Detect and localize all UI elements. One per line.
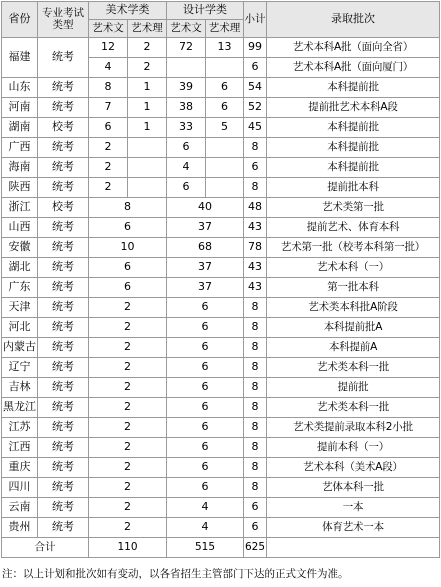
total-cell: 45	[244, 118, 267, 138]
table-row	[2, 478, 440, 498]
design-li-cell: 5	[206, 118, 244, 138]
province-cell: 山西	[2, 218, 38, 238]
batch-cell: 提前批本科	[267, 178, 440, 198]
art-li-cell	[128, 158, 167, 178]
art-total-cell: 2	[89, 398, 167, 418]
design-wen-cell: 6	[167, 138, 206, 158]
art-total-cell: 2	[89, 498, 167, 518]
table-row	[2, 358, 440, 378]
total-cell: 8	[244, 458, 267, 478]
total-cell: 8	[244, 398, 267, 418]
design-wen-cell: 33	[167, 118, 206, 138]
table-row	[2, 518, 440, 538]
table-row	[2, 238, 440, 258]
province-cell: 河北	[2, 318, 38, 338]
design-li-cell: 6	[206, 98, 244, 118]
province-cell: 广东	[2, 278, 38, 298]
batch-cell: 本科提前批A	[267, 318, 440, 338]
batch-cell: 本科提前批	[267, 138, 440, 158]
batch-cell: 艺术类本科一批	[267, 358, 440, 378]
batch-cell: 艺术本科A批（面向全省）	[267, 38, 440, 58]
art-total-cell: 2	[89, 438, 167, 458]
design-wen-cell: 39	[167, 78, 206, 98]
design-total-cell: 6	[167, 438, 244, 458]
design-wen-cell: 6	[167, 178, 206, 198]
total-cell: 8	[244, 138, 267, 158]
design-total-cell: 4	[167, 498, 244, 518]
table-row	[2, 198, 440, 218]
art-grand-total-cell: 110	[89, 538, 167, 558]
total-cell: 8	[244, 478, 267, 498]
header-design-li: 艺术理	[206, 20, 244, 38]
batch-cell: 艺术类本科一批	[267, 398, 440, 418]
exam-type-cell: 统考	[38, 398, 89, 418]
province-cell: 湖南	[2, 118, 38, 138]
art-total-cell: 2	[89, 338, 167, 358]
design-li-cell: 6	[206, 78, 244, 98]
art-li-cell	[128, 178, 167, 198]
design-wen-cell: 72	[167, 38, 206, 58]
table-row	[2, 318, 440, 338]
total-cell: 8	[244, 358, 267, 378]
design-total-cell: 37	[167, 278, 244, 298]
batch-cell: 本科提前批	[267, 158, 440, 178]
design-total-cell: 6	[167, 478, 244, 498]
total-cell: 8	[244, 438, 267, 458]
table-row	[2, 298, 440, 318]
province-cell: 黑龙江	[2, 398, 38, 418]
exam-type-cell: 统考	[38, 78, 89, 98]
art-wen-cell: 2	[89, 138, 128, 158]
exam-type-cell: 统考	[38, 438, 89, 458]
art-li-cell	[128, 138, 167, 158]
design-total-cell: 4	[167, 518, 244, 538]
design-total-cell: 37	[167, 218, 244, 238]
total-cell: 54	[244, 78, 267, 98]
art-total-cell: 6	[89, 218, 167, 238]
art-wen-cell: 12	[89, 38, 128, 58]
art-total-cell: 10	[89, 238, 167, 258]
province-cell: 内蒙古	[2, 338, 38, 358]
total-cell: 8	[244, 298, 267, 318]
table-row	[2, 138, 440, 158]
header-art-li: 艺术理	[128, 20, 167, 38]
batch-cell: 提前本科（一）	[267, 438, 440, 458]
design-total-cell: 6	[167, 378, 244, 398]
design-grand-total-cell: 515	[167, 538, 244, 558]
province-cell: 四川	[2, 478, 38, 498]
exam-type-cell: 统考	[38, 478, 89, 498]
batch-cell: 艺术本科（一）	[267, 258, 440, 278]
art-wen-cell: 6	[89, 118, 128, 138]
table-row	[2, 118, 440, 138]
province-cell: 湖北	[2, 258, 38, 278]
design-wen-cell	[167, 58, 206, 78]
total-cell: 6	[244, 158, 267, 178]
total-cell: 6	[244, 498, 267, 518]
design-total-cell: 68	[167, 238, 244, 258]
batch-cell: 提前批艺术本科A段	[267, 98, 440, 118]
design-wen-cell: 38	[167, 98, 206, 118]
province-cell: 江西	[2, 438, 38, 458]
design-li-cell: 13	[206, 38, 244, 58]
batch-cell: 提前批	[267, 378, 440, 398]
art-wen-cell: 4	[89, 58, 128, 78]
batch-cell	[267, 538, 440, 558]
header-batch: 录取批次	[267, 2, 440, 38]
exam-type-cell: 校考	[38, 198, 89, 218]
batch-cell: 艺体本科一批	[267, 478, 440, 498]
enrollment-plan-table	[1, 1, 440, 558]
province-cell: 山东	[2, 78, 38, 98]
exam-type-cell: 统考	[38, 338, 89, 358]
exam-type-cell: 统考	[38, 138, 89, 158]
table-row	[2, 378, 440, 398]
design-total-cell: 6	[167, 458, 244, 478]
design-li-cell	[206, 138, 244, 158]
art-total-cell: 8	[89, 198, 167, 218]
total-cell: 6	[244, 58, 267, 78]
design-li-cell	[206, 178, 244, 198]
table-row	[2, 158, 440, 178]
exam-type-cell: 统考	[38, 298, 89, 318]
art-total-cell: 2	[89, 478, 167, 498]
exam-type-cell: 统考	[38, 258, 89, 278]
art-total-cell: 6	[89, 258, 167, 278]
design-total-cell: 37	[167, 258, 244, 278]
total-cell: 99	[244, 38, 267, 58]
province-cell: 贵州	[2, 518, 38, 538]
province-cell: 安徽	[2, 238, 38, 258]
province-cell: 云南	[2, 498, 38, 518]
exam-type-cell: 统考	[38, 218, 89, 238]
batch-cell: 艺术本科A批（面向厦门）	[267, 58, 440, 78]
total-cell: 8	[244, 418, 267, 438]
art-wen-cell: 2	[89, 158, 128, 178]
header-subtotal: 小计	[244, 2, 267, 38]
batch-cell: 本科提前批	[267, 78, 440, 98]
table-row	[2, 218, 440, 238]
province-cell: 辽宁	[2, 358, 38, 378]
art-total-cell: 2	[89, 378, 167, 398]
exam-type-cell: 统考	[38, 238, 89, 258]
province-cell: 陕西	[2, 178, 38, 198]
batch-cell: 艺术本科（美术A段）	[267, 458, 440, 478]
header-design-group: 设计学类	[167, 2, 244, 20]
design-total-cell: 6	[167, 298, 244, 318]
total-cell: 8	[244, 318, 267, 338]
header-province: 省份	[2, 2, 38, 38]
exam-type-cell: 统考	[38, 318, 89, 338]
design-total-cell: 6	[167, 398, 244, 418]
header-art-wen: 艺术文	[89, 20, 128, 38]
province-cell: 海南	[2, 158, 38, 178]
design-li-cell	[206, 158, 244, 178]
header-art-group: 美术学类	[89, 2, 167, 20]
exam-type-cell: 统考	[38, 98, 89, 118]
batch-cell: 体育艺术一本	[267, 518, 440, 538]
design-total-cell: 40	[167, 198, 244, 218]
province-cell: 福建	[2, 38, 38, 78]
design-wen-cell: 4	[167, 158, 206, 178]
art-li-cell: 2	[128, 38, 167, 58]
total-label-cell: 合计	[2, 538, 89, 558]
table-row	[2, 438, 440, 458]
batch-cell: 本科提前批	[267, 118, 440, 138]
art-total-cell: 2	[89, 318, 167, 338]
batch-cell: 艺术类本科批A阶段	[267, 298, 440, 318]
province-cell: 吉林	[2, 378, 38, 398]
design-total-cell: 6	[167, 418, 244, 438]
art-total-cell: 2	[89, 298, 167, 318]
table-row	[2, 398, 440, 418]
total-cell: 8	[244, 378, 267, 398]
exam-type-cell: 统考	[38, 278, 89, 298]
exam-type-cell: 统考	[38, 418, 89, 438]
table-row	[2, 498, 440, 518]
batch-cell: 本科提前A	[267, 338, 440, 358]
table-row	[2, 178, 440, 198]
total-row	[2, 538, 440, 558]
table-row	[2, 458, 440, 478]
art-li-cell: 1	[128, 78, 167, 98]
total-cell: 78	[244, 238, 267, 258]
province-cell: 浙江	[2, 198, 38, 218]
exam-type-cell: 统考	[38, 178, 89, 198]
exam-type-cell: 统考	[38, 38, 89, 78]
art-total-cell: 2	[89, 458, 167, 478]
total-cell: 6	[244, 518, 267, 538]
batch-cell: 一本	[267, 498, 440, 518]
art-total-cell: 2	[89, 518, 167, 538]
province-cell: 重庆	[2, 458, 38, 478]
exam-type-cell: 统考	[38, 378, 89, 398]
table-row	[2, 258, 440, 278]
total-cell: 43	[244, 218, 267, 238]
total-cell: 8	[244, 338, 267, 358]
exam-type-cell: 统考	[38, 158, 89, 178]
exam-type-cell: 统考	[38, 458, 89, 478]
art-wen-cell: 7	[89, 98, 128, 118]
province-cell: 天津	[2, 298, 38, 318]
header-design-wen: 艺术文	[167, 20, 206, 38]
header-exam-type: 专业考试 类型	[38, 2, 89, 38]
province-cell: 广西	[2, 138, 38, 158]
province-cell: 河南	[2, 98, 38, 118]
footnote: 注：以上计划和批次如有变动，以各省招生主管部门下达的正式文件为准。	[2, 568, 349, 580]
total-cell: 43	[244, 278, 267, 298]
art-li-cell: 2	[128, 58, 167, 78]
batch-cell: 艺术第一批（校考本科第一批）	[267, 238, 440, 258]
exam-type-cell: 校考	[38, 118, 89, 138]
table-row	[2, 38, 440, 58]
grand-total-cell: 625	[244, 538, 267, 558]
art-li-cell: 1	[128, 118, 167, 138]
art-total-cell: 2	[89, 358, 167, 378]
table-row	[2, 78, 440, 98]
total-cell: 48	[244, 198, 267, 218]
table-row	[2, 338, 440, 358]
table-row	[2, 278, 440, 298]
table-row	[2, 418, 440, 438]
art-li-cell: 1	[128, 98, 167, 118]
art-wen-cell: 8	[89, 78, 128, 98]
total-cell: 43	[244, 258, 267, 278]
province-cell: 江苏	[2, 418, 38, 438]
art-total-cell: 2	[89, 418, 167, 438]
art-wen-cell: 2	[89, 178, 128, 198]
batch-cell: 第一批本科	[267, 278, 440, 298]
total-cell: 52	[244, 98, 267, 118]
exam-type-cell: 统考	[38, 358, 89, 378]
design-total-cell: 6	[167, 318, 244, 338]
exam-type-cell: 统考	[38, 518, 89, 538]
table-row	[2, 98, 440, 118]
exam-type-cell: 统考	[38, 498, 89, 518]
design-li-cell	[206, 58, 244, 78]
total-cell: 8	[244, 178, 267, 198]
art-total-cell: 6	[89, 278, 167, 298]
design-total-cell: 6	[167, 358, 244, 378]
batch-cell: 艺术类第一批	[267, 198, 440, 218]
batch-cell: 提前艺术、体育本科	[267, 218, 440, 238]
design-total-cell: 6	[167, 338, 244, 358]
batch-cell: 艺术类提前录取本科2小批	[267, 418, 440, 438]
